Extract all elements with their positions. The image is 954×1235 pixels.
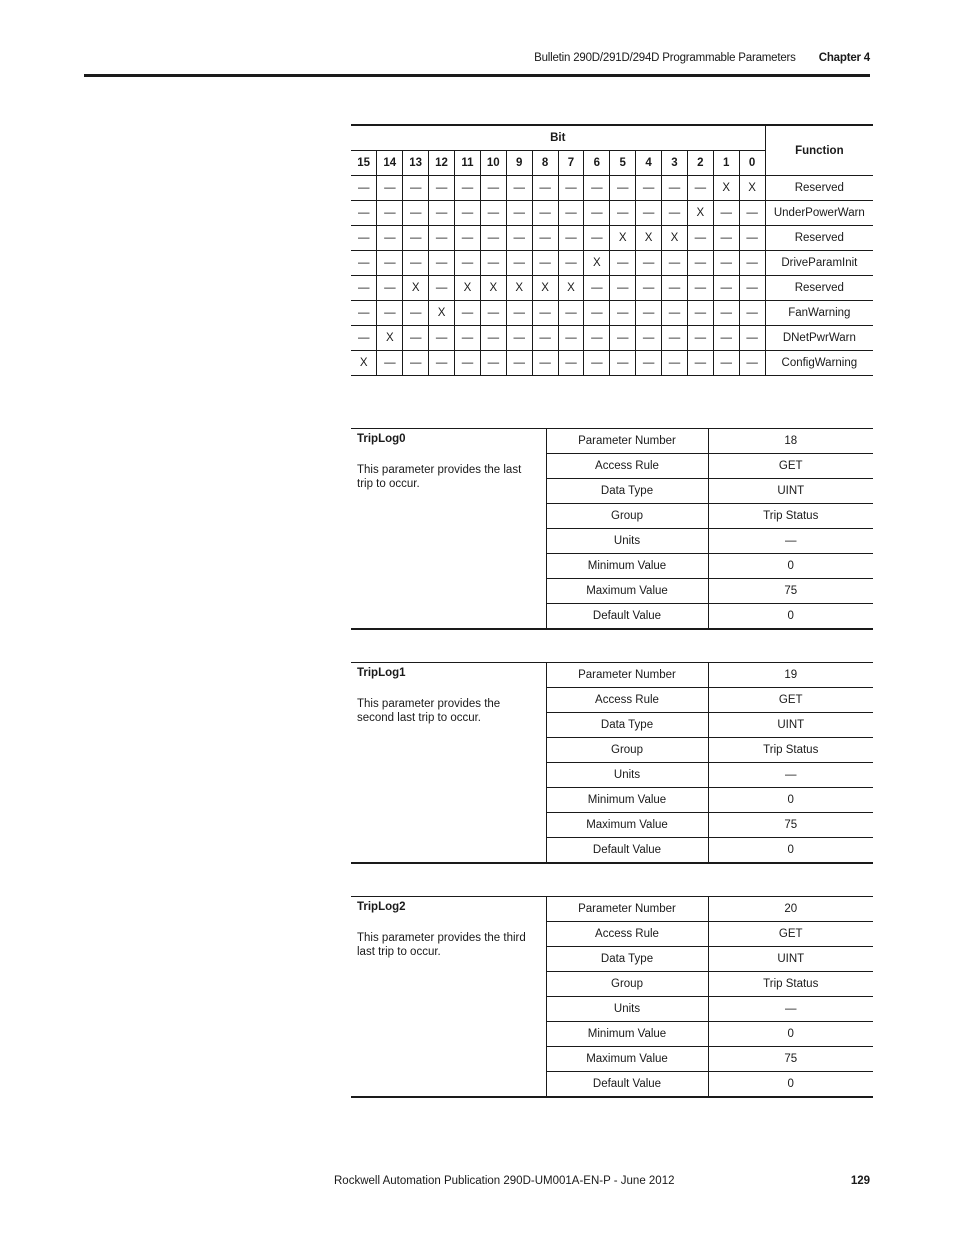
bit-cell: — (584, 226, 610, 251)
bit-cell: — (480, 201, 506, 226)
bit-cell: — (455, 201, 481, 226)
bit-cell: — (558, 176, 584, 201)
bit-cell: — (584, 351, 610, 376)
bit-cell: — (429, 276, 455, 301)
param-value: GET (708, 922, 873, 947)
bit-cell: — (713, 301, 739, 326)
bit-cell: — (610, 201, 636, 226)
bit-function-cell: FanWarning (765, 301, 873, 326)
bit-cell: — (636, 301, 662, 326)
bit-cell: X (351, 351, 377, 376)
param-value: Trip Status (708, 738, 873, 763)
bit-number-header: 4 (636, 151, 662, 176)
bit-cell: — (610, 276, 636, 301)
param-value: Trip Status (708, 504, 873, 529)
bit-cell: — (610, 251, 636, 276)
param-label: Maximum Value (546, 813, 708, 838)
param-value: 75 (708, 579, 873, 604)
bit-cell: X (610, 226, 636, 251)
bit-cell: — (532, 176, 558, 201)
param-value: — (708, 763, 873, 788)
bit-cell: — (429, 326, 455, 351)
bit-cell: — (532, 251, 558, 276)
bit-number-header: 14 (377, 151, 403, 176)
param-label: Maximum Value (546, 579, 708, 604)
bit-table (351, 124, 873, 376)
bit-cell: X (713, 176, 739, 201)
param-label: Group (546, 972, 708, 997)
param-description-cell (351, 663, 546, 864)
bit-cell: X (532, 276, 558, 301)
param-label: Access Rule (546, 454, 708, 479)
param-label: Parameter Number (546, 663, 708, 688)
param-value: 0 (708, 554, 873, 579)
bit-cell: — (584, 201, 610, 226)
param-label: Access Rule (546, 688, 708, 713)
param-label: Minimum Value (546, 554, 708, 579)
bit-cell: — (739, 351, 765, 376)
param-label: Access Rule (546, 922, 708, 947)
bit-function-cell: DNetPwrWarn (765, 326, 873, 351)
param-label: Group (546, 738, 708, 763)
bit-cell: — (558, 251, 584, 276)
bit-cell: — (377, 251, 403, 276)
bit-cell: — (506, 251, 532, 276)
bit-cell: — (351, 276, 377, 301)
param-label: Default Value (546, 1072, 708, 1098)
bit-cell: — (532, 301, 558, 326)
bit-row (351, 326, 873, 351)
bit-cell: — (636, 201, 662, 226)
param-value: GET (708, 454, 873, 479)
param-description: This parameter provides the last trip to occur. (357, 464, 522, 490)
param-value: 0 (708, 1022, 873, 1047)
param-label: Maximum Value (546, 1047, 708, 1072)
header-title: Bulletin 290D/291D/294D Programmable Parameters (534, 52, 796, 64)
bit-number-header: 8 (532, 151, 558, 176)
bit-cell: — (739, 301, 765, 326)
bit-row (351, 201, 873, 226)
page-header (534, 52, 870, 64)
param-label: Units (546, 997, 708, 1022)
bit-cell: — (610, 176, 636, 201)
bit-cell: — (403, 201, 429, 226)
bit-cell: — (662, 251, 688, 276)
param-value: 20 (708, 897, 873, 922)
param-value: 0 (787, 1078, 794, 1090)
param-label: Default Value (546, 838, 708, 864)
bit-cell: — (429, 251, 455, 276)
param-label: Units (546, 763, 708, 788)
param-row (351, 663, 873, 688)
bit-cell: — (532, 201, 558, 226)
bit-cell: — (506, 301, 532, 326)
param-table-triplog0 (351, 428, 873, 630)
bit-cell: — (687, 326, 713, 351)
bit-cell: — (377, 176, 403, 201)
param-value: 0 (708, 788, 873, 813)
bit-row (351, 351, 873, 376)
bit-cell: — (636, 326, 662, 351)
bit-cell: — (351, 326, 377, 351)
bit-cell: — (636, 251, 662, 276)
bit-number-header: 0 (739, 151, 765, 176)
bit-cell: — (610, 326, 636, 351)
header-chapter: Chapter 4 (818, 52, 870, 64)
bit-cell: — (377, 201, 403, 226)
param-value: 0 (787, 844, 794, 856)
bit-cell: — (687, 226, 713, 251)
function-header: Function (765, 125, 873, 176)
bit-cell: — (662, 276, 688, 301)
bit-cell: — (739, 201, 765, 226)
bit-cell: X (377, 326, 403, 351)
bit-cell: — (636, 276, 662, 301)
bit-cell: — (480, 301, 506, 326)
bit-cell: — (377, 351, 403, 376)
bit-row (351, 251, 873, 276)
param-value: 75 (708, 813, 873, 838)
bit-cell: — (584, 176, 610, 201)
bit-cell: — (351, 251, 377, 276)
bit-cell: — (687, 251, 713, 276)
bit-cell: — (636, 351, 662, 376)
bit-cell: — (455, 251, 481, 276)
param-value: 18 (708, 429, 873, 454)
bit-cell: — (455, 301, 481, 326)
param-label: Data Type (546, 479, 708, 504)
bit-cell: X (662, 226, 688, 251)
bit-cell: — (403, 326, 429, 351)
param-description: This parameter provides the third last trip to occur. (357, 932, 526, 958)
bit-number-header: 12 (429, 151, 455, 176)
bit-cell: — (455, 326, 481, 351)
param-name: TripLog1 (357, 667, 406, 679)
bit-cell: — (480, 351, 506, 376)
bit-cell: — (713, 276, 739, 301)
bit-function-cell: ConfigWarning (765, 351, 873, 376)
param-name: TripLog2 (357, 901, 406, 913)
param-row (351, 897, 873, 922)
param-table-triplog2 (351, 896, 873, 1098)
bit-cell: — (739, 251, 765, 276)
bit-cell: — (403, 226, 429, 251)
bit-cell: — (429, 176, 455, 201)
bit-cell: — (662, 326, 688, 351)
bit-cell: X (429, 301, 455, 326)
bit-cell: — (687, 176, 713, 201)
bit-cell: X (558, 276, 584, 301)
bit-cell: — (377, 301, 403, 326)
bit-cell: X (739, 176, 765, 201)
bit-number-header: 6 (584, 151, 610, 176)
bit-cell: — (506, 351, 532, 376)
page-number: 129 (850, 1175, 870, 1187)
bit-cell: — (506, 326, 532, 351)
bit-header: Bit (351, 125, 765, 151)
bit-number-header: 7 (558, 151, 584, 176)
bit-number-header: 5 (610, 151, 636, 176)
bit-cell: — (506, 226, 532, 251)
param-value: Trip Status (708, 972, 873, 997)
bit-cell: X (506, 276, 532, 301)
bit-number-header: 3 (662, 151, 688, 176)
param-label: Minimum Value (546, 1022, 708, 1047)
bit-cell: — (662, 351, 688, 376)
bit-function-cell: UnderPowerWarn (765, 201, 873, 226)
bit-cell: X (403, 276, 429, 301)
bit-row (351, 276, 873, 301)
bit-cell: — (351, 176, 377, 201)
param-description-cell (351, 429, 546, 630)
param-value: — (708, 997, 873, 1022)
bit-cell: — (403, 351, 429, 376)
param-value: 19 (708, 663, 873, 688)
bit-cell: — (455, 351, 481, 376)
bit-cell: — (351, 201, 377, 226)
bit-number-header: 13 (403, 151, 429, 176)
bit-function-cell: Reserved (765, 226, 873, 251)
footer-publication: Rockwell Automation Publication 290D-UM001A-EN-P - June 2012 (334, 1175, 675, 1187)
bit-cell: — (429, 226, 455, 251)
bit-cell: — (636, 176, 662, 201)
bit-cell: — (739, 276, 765, 301)
bit-cell: — (610, 351, 636, 376)
bit-cell: — (532, 326, 558, 351)
param-label: Data Type (546, 713, 708, 738)
bit-number-header: 9 (506, 151, 532, 176)
bit-cell: — (558, 351, 584, 376)
bit-cell: — (480, 251, 506, 276)
bit-number-header: 11 (455, 151, 481, 176)
param-value: UINT (708, 479, 873, 504)
bit-cell: — (455, 176, 481, 201)
param-name: TripLog0 (357, 433, 406, 445)
bit-cell: — (687, 301, 713, 326)
bit-cell: — (610, 301, 636, 326)
param-value: GET (708, 688, 873, 713)
bit-cell: — (584, 276, 610, 301)
param-value: UINT (708, 947, 873, 972)
param-table-triplog1 (351, 662, 873, 864)
bit-cell: X (687, 201, 713, 226)
bit-number-header: 15 (351, 151, 377, 176)
bit-cell: — (377, 276, 403, 301)
bit-function-cell: Reserved (765, 276, 873, 301)
bit-cell: — (662, 176, 688, 201)
bit-cell: — (480, 226, 506, 251)
param-label: Parameter Number (546, 429, 708, 454)
bit-cell: — (403, 176, 429, 201)
bit-cell: — (403, 251, 429, 276)
bit-cell: — (558, 326, 584, 351)
bit-number-header: 1 (713, 151, 739, 176)
bit-cell: X (636, 226, 662, 251)
bit-cell: — (351, 226, 377, 251)
bit-cell: — (662, 201, 688, 226)
bit-number-header: 10 (480, 151, 506, 176)
bit-cell: — (532, 351, 558, 376)
header-rule (84, 74, 870, 77)
param-value: 0 (787, 610, 794, 622)
param-description: This parameter provides the second last trip to occur. (357, 698, 501, 724)
bit-cell: — (480, 326, 506, 351)
bit-cell: — (351, 301, 377, 326)
param-label: Minimum Value (546, 788, 708, 813)
bit-cell: — (506, 201, 532, 226)
bit-cell: X (584, 251, 610, 276)
bit-cell: — (558, 201, 584, 226)
param-label: Units (546, 529, 708, 554)
param-row (351, 429, 873, 454)
bit-function-cell: DriveParamInit (765, 251, 873, 276)
bit-cell: — (713, 201, 739, 226)
bit-cell: — (532, 226, 558, 251)
param-label: Parameter Number (546, 897, 708, 922)
param-value: 75 (708, 1047, 873, 1072)
bit-cell: — (584, 301, 610, 326)
bit-cell: — (558, 226, 584, 251)
param-description-cell (351, 897, 546, 1098)
param-label: Data Type (546, 947, 708, 972)
param-value: — (708, 529, 873, 554)
param-label: Default Value (546, 604, 708, 630)
bit-row (351, 226, 873, 251)
bit-cell: — (687, 351, 713, 376)
bit-cell: — (403, 301, 429, 326)
bit-cell: — (480, 176, 506, 201)
bit-cell: — (377, 226, 403, 251)
bit-cell: — (584, 326, 610, 351)
bit-cell: — (713, 326, 739, 351)
bit-cell: X (455, 276, 481, 301)
bit-cell: X (480, 276, 506, 301)
bit-row (351, 301, 873, 326)
param-label: Group (546, 504, 708, 529)
param-value: UINT (708, 713, 873, 738)
bit-cell: — (713, 226, 739, 251)
bit-number-header: 2 (687, 151, 713, 176)
bit-cell: — (662, 301, 688, 326)
bit-cell: — (506, 176, 532, 201)
bit-cell: — (739, 226, 765, 251)
bit-cell: — (558, 301, 584, 326)
bit-cell: — (429, 351, 455, 376)
bit-cell: — (739, 326, 765, 351)
bit-cell: — (687, 276, 713, 301)
bit-cell: — (455, 226, 481, 251)
bit-cell: — (713, 351, 739, 376)
bit-row (351, 176, 873, 201)
bit-cell: — (713, 251, 739, 276)
bit-function-cell: Reserved (765, 176, 873, 201)
bit-cell: — (429, 201, 455, 226)
